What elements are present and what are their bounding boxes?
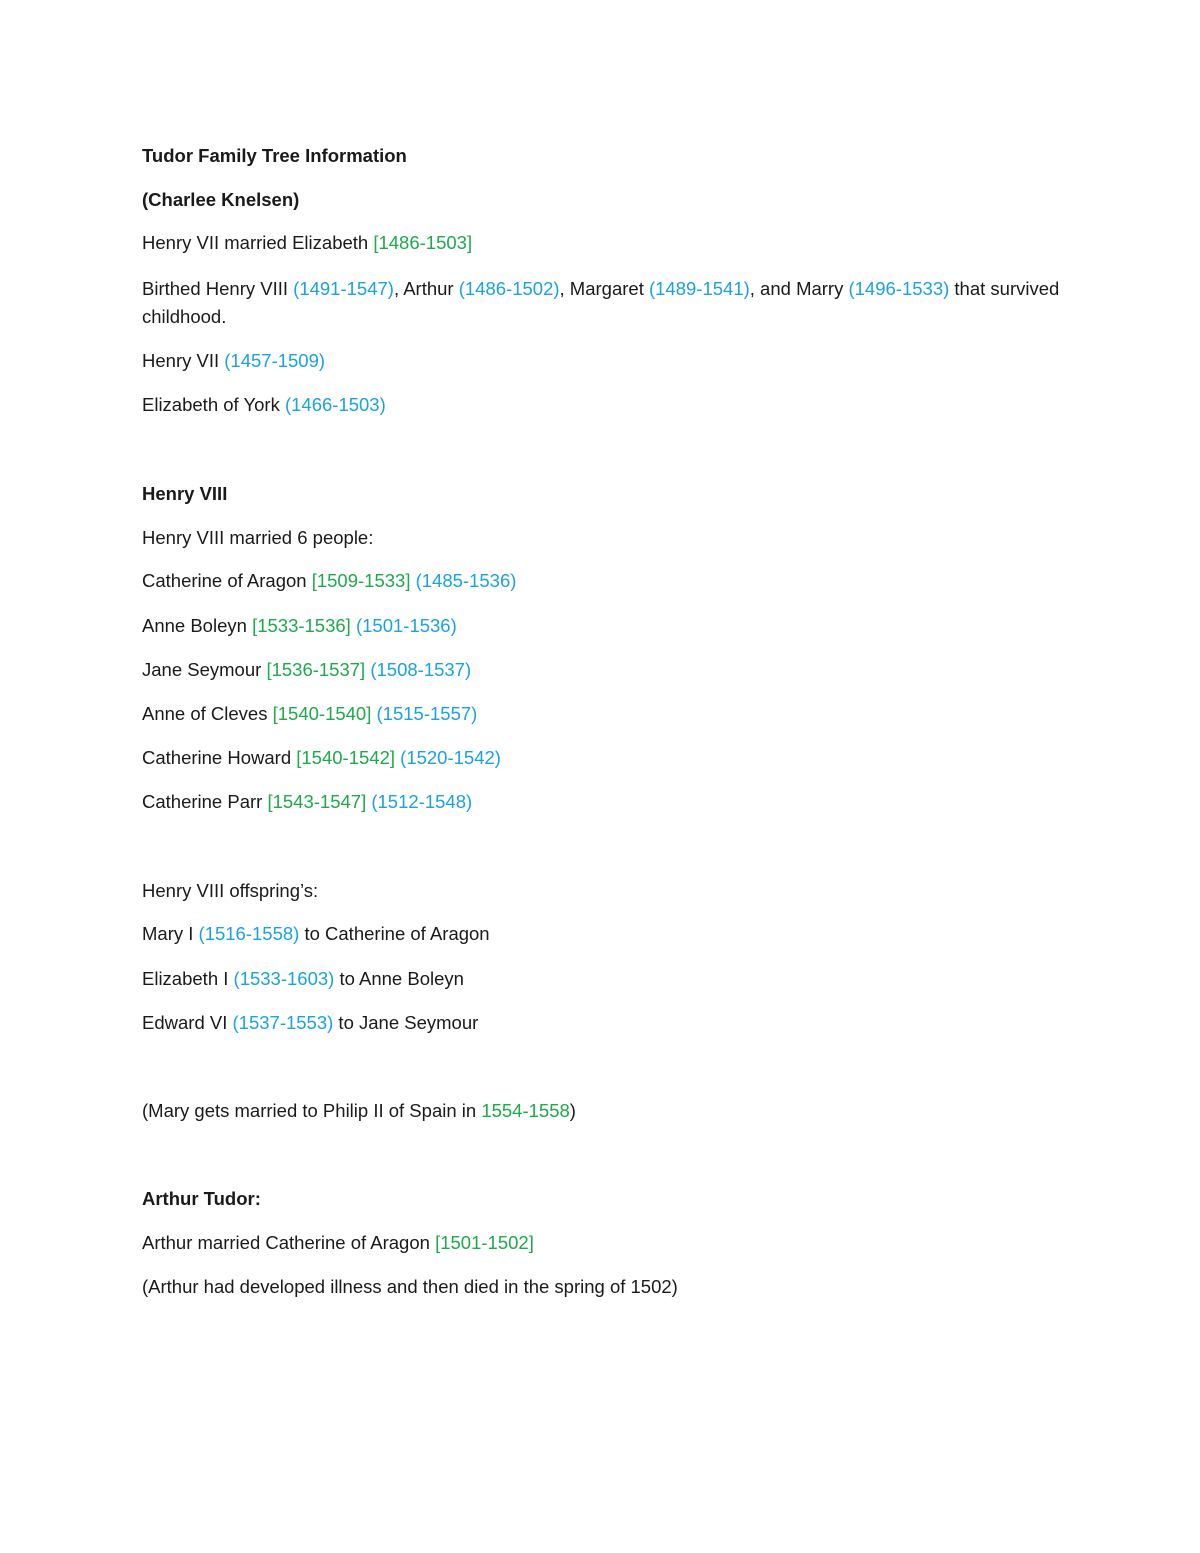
offspring-dates: (1533-1603)	[233, 968, 335, 989]
author-line: (Charlee Knelsen)	[142, 189, 300, 210]
elizabeth-york-name: Elizabeth of York	[142, 394, 285, 415]
mary-note	[142, 1097, 1072, 1125]
birthed-text-4: , and Marry	[749, 278, 849, 299]
document-title: Tudor Family Tree Information	[142, 145, 407, 166]
henry7-dates: (1457-1509)	[224, 350, 326, 371]
elizabeth-york-line	[142, 391, 1072, 419]
offspring-name: Mary I	[142, 923, 199, 944]
wife-life-dates: (1501-1536)	[355, 615, 457, 636]
wife-row	[142, 700, 1072, 728]
wife-life-dates: (1515-1557)	[376, 703, 478, 724]
wife-name: Catherine Howard	[142, 747, 297, 768]
offspring-dates: (1537-1553)	[232, 1012, 334, 1033]
offspring-row	[142, 920, 1072, 948]
mary-note-dates: 1554-1558	[481, 1100, 570, 1121]
wife-name: Catherine Parr	[142, 791, 268, 812]
birthed-text-1: Birthed Henry VIII	[142, 278, 294, 299]
offspring-mother: to Jane Seymour	[333, 1012, 479, 1033]
wife-name: Anne Boleyn	[142, 615, 253, 636]
wife-name: Anne of Cleves	[142, 703, 273, 724]
offspring-row	[142, 965, 1072, 993]
henry8-married-line: Henry VIII married 6 people:	[142, 527, 374, 548]
offspring-mother: to Anne Boleyn	[334, 968, 464, 989]
birthed-text-2: , Arthur	[393, 278, 459, 299]
henry8-heading: Henry VIII	[142, 483, 228, 504]
wife-life-dates: (1520-1542)	[400, 747, 501, 768]
wife-row	[142, 567, 1072, 595]
arthur-married-line	[142, 1229, 1072, 1257]
wife-name: Catherine of Aragon	[142, 570, 312, 591]
birthed-dates-2: (1486-1502)	[458, 278, 560, 299]
offspring-mother: to Catherine of Aragon	[299, 923, 490, 944]
arthur-heading: Arthur Tudor:	[142, 1188, 261, 1209]
birthed-dates-4: (1496-1533)	[848, 278, 950, 299]
arthur-married-text: Arthur married Catherine of Aragon	[142, 1232, 436, 1253]
wife-row	[142, 744, 1072, 772]
offspring-row	[142, 1009, 1072, 1037]
mary-note-pre: (Mary gets married to Philip II of Spain in	[142, 1100, 482, 1121]
henry7-line	[142, 347, 1072, 375]
birthed-dates-3: (1489-1541)	[648, 278, 750, 299]
wife-row	[142, 612, 1072, 640]
birthed-dates-1: (1491-1547)	[293, 278, 394, 299]
wife-marriage-dates: [1540-1540]	[272, 703, 372, 724]
wife-marriage-dates: [1543-1547]	[267, 791, 367, 812]
henry7-name: Henry VII	[142, 350, 225, 371]
birthed-paragraph	[142, 275, 1072, 331]
offspring-name: Edward VI	[142, 1012, 233, 1033]
wife-life-dates: (1512-1548)	[371, 791, 473, 812]
henry7-marriage-line	[142, 229, 1072, 257]
wife-marriage-dates: [1536-1537]	[266, 659, 366, 680]
wife-life-dates: (1508-1537)	[370, 659, 472, 680]
henry7-marriage-dates: [1486-1503]	[373, 232, 473, 253]
wife-marriage-dates: [1540-1542]	[296, 747, 396, 768]
wife-life-dates: (1485-1536)	[415, 570, 517, 591]
henry7-marriage-text: Henry VII married Elizabeth	[142, 232, 374, 253]
wife-marriage-dates: [1509-1533]	[311, 570, 411, 591]
wife-name: Jane Seymour	[142, 659, 267, 680]
wife-row	[142, 656, 1072, 684]
wife-marriage-dates: [1533-1536]	[252, 615, 351, 636]
offspring-heading: Henry VIII offspring’s:	[142, 880, 319, 901]
offspring-name: Elizabeth I	[142, 968, 234, 989]
arthur-note: (Arthur had developed illness and then died in the spring of 1502)	[142, 1276, 678, 1297]
arthur-married-dates: [1501-1502]	[435, 1232, 534, 1253]
elizabeth-york-dates: (1466-1503)	[284, 394, 386, 415]
birthed-text-5: that survived childhood.	[142, 278, 1060, 327]
mary-note-post: )	[569, 1100, 576, 1121]
offspring-dates: (1516-1558)	[198, 923, 300, 944]
wife-row	[142, 788, 1072, 816]
birthed-text-3: , Margaret	[559, 278, 649, 299]
